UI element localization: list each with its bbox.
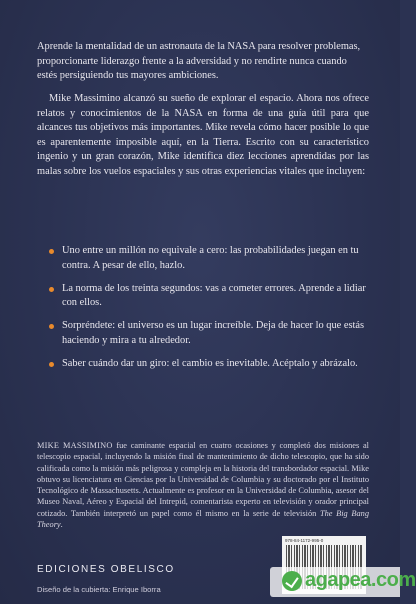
author-bio-end: . xyxy=(60,519,63,529)
lessons-list xyxy=(62,244,367,380)
intro-paragraph: Aprende la mentalidad de un astronauta de la NASA para resolver problemas, proporcionarte liderazgo frente a la adversidad y no rendirte nunca cuando estés persiguiendo tus mayores ambiciones. xyxy=(37,41,361,82)
list-item xyxy=(62,244,367,273)
list-item-text: Saber cuándo dar un giro: el cambio es inevitable. Acéptalo y abrázalo. xyxy=(62,357,358,369)
isbn-number: 978-84-1172-995-0 xyxy=(285,538,324,543)
bullet-icon xyxy=(49,249,54,254)
list-item-text: Uno entre un millón no equivale a cero: las probabilidades juegan en tu contra. A pesar de ello, hazlo. xyxy=(62,245,359,271)
checkmark-icon xyxy=(282,571,302,591)
watermark-text: agapea.com xyxy=(305,569,416,591)
publisher-name: EDICIONES OBELISCO xyxy=(37,564,175,575)
description-paragraph: Mike Massimino alcanzó su sueño de explorar el espacio. Ahora nos ofrece relatos y conocimientos de la NASA en forma de una guía útil para que alcances tus objetivos más importantes. Mike revela cómo hacer posible lo que es aparentemente imposible aquí, en la Tierra. Escrito con su característico ingenio y un gran corazón, Mike identifica diez lecciones aprendidas por las malas sobre los vuelos espaciales y sus otras experiencias vitales que incluyen: xyxy=(37,93,369,177)
author-name: MIKE MASSIMINO xyxy=(37,441,113,450)
list-item xyxy=(62,357,367,372)
author-bio-text: fue caminante espacial en cuatro ocasiones y completó dos misiones al telescopio espacial, incluyendo la misión final de mantenimiento de dicho telescopio, que ha sido calificada como la misión más peligrosa y compleja en la historia del transbordador espacial. Mike obtuvo su licenciatura en Ciencias por la Universidad de Columbia y su doctorado por el Instituto Tecnológico de Massachusetts. Actualmente es profesor en la Universidad de Columbia, asesor del Museo Naval, Aéreo y Espacial del Intrepid, comentarista experto en televisión y orador principal cotizado. También interpretó un papel como él mismo en la serie de televisión xyxy=(37,441,369,518)
tv-show-title: The Big Bang Theory xyxy=(37,508,369,529)
list-item xyxy=(62,319,367,348)
list-item-text: Sorpréndete: el universo es un lugar increíble. Deja de hacer lo que estás haciendo y mira a tu alrededor. xyxy=(62,320,365,346)
bullet-icon xyxy=(49,362,54,367)
author-bio xyxy=(37,440,369,530)
bullet-icon xyxy=(49,287,54,292)
list-item xyxy=(62,282,367,311)
cover-designer-credit: Diseño de la cubierta: Enrique Iborra xyxy=(37,585,161,594)
list-item-text: La norma de los treinta segundos: vas a cometer errores. Aprende a lidiar con ellos. xyxy=(62,282,366,309)
